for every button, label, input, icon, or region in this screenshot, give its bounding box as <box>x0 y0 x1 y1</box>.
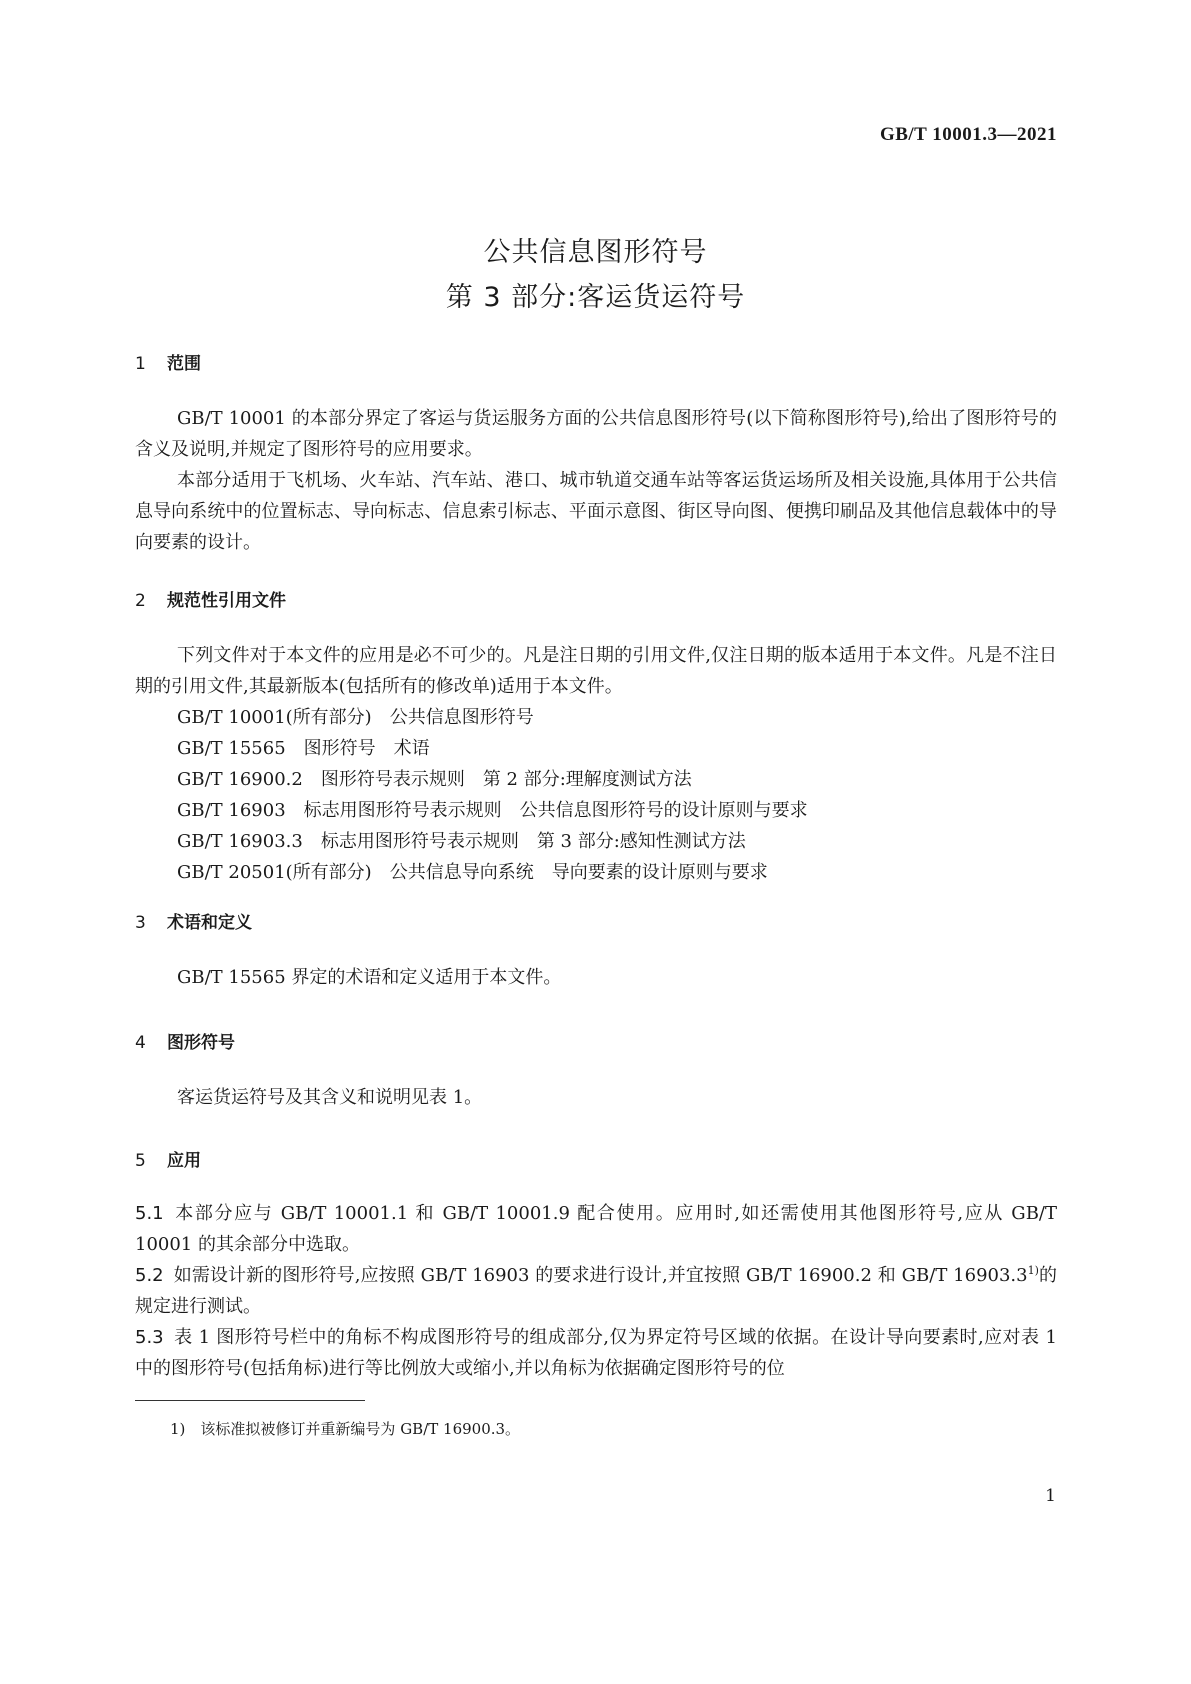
reference-item: GB/T 16900.2 图形符号表示规则 第 2 部分:理解度测试方法 <box>177 769 692 790</box>
section-5-heading <box>135 1146 201 1171</box>
scope-paragraph-2: 本部分适用于飞机场、火车站、汽车站、港口、城市轨道交通车站等客运货运场所及相关设施,具体用于公共信息导向系统中的位置标志、导向标志、信息索引标志、平面示意图、街区导向图、便携印刷品及其他信息载体中的导向要素的设计。 <box>135 470 1057 553</box>
section-2-heading <box>135 586 286 611</box>
footnote-separator <box>135 1400 365 1401</box>
footnote-text: 该标准拟被修订并重新编号为 GB/T 16900.3。 <box>200 1420 521 1438</box>
clause-text-continued: 的规定进行测试。 <box>135 1265 1058 1317</box>
scope-paragraph-1: GB/T 10001 的本部分界定了客运与货运服务方面的公共信息图形符号(以下简称图形符号),给出了图形符号的含义及说明,并规定了图形符号的应用要求。 <box>135 408 1057 460</box>
section-number: 3 <box>135 913 146 933</box>
document-title-line1: 公共信息图形符号 <box>483 237 708 268</box>
terms-paragraph: GB/T 15565 界定的术语和定义适用于本文件。 <box>177 967 562 988</box>
section-number: 5 <box>135 1151 146 1171</box>
section-number: 1 <box>135 354 146 374</box>
section-4-heading <box>135 1028 235 1053</box>
footnote-reference: 1) <box>1027 1264 1039 1277</box>
section-title: 规范性引用文件 <box>167 591 286 611</box>
standard-number: GB/T 10001.3—2021 <box>879 124 1057 145</box>
footnote <box>170 1418 520 1439</box>
section-title: 范围 <box>167 354 201 374</box>
reference-item: GB/T 15565 图形符号 术语 <box>177 738 430 759</box>
clause-text: 表 1 图形符号栏中的角标不构成图形符号的组成部分,仅为界定符号区域的依据。在设计导向要素时,应对表 1 中的图形符号(包括角标)进行等比例放大或缩小,并以角标为依据确定图形符号的位 <box>135 1327 1057 1379</box>
clause-number: 5.3 <box>135 1327 164 1348</box>
section-3-heading <box>135 908 252 933</box>
section-title: 图形符号 <box>167 1033 235 1053</box>
section-number: 2 <box>135 591 146 611</box>
clause-number: 5.2 <box>135 1265 164 1286</box>
clause-5-1 <box>135 1198 1057 1260</box>
document-title-line2: 第 3 部分:客运货运符号 <box>445 282 746 313</box>
reference-item: GB/T 16903 标志用图形符号表示规则 公共信息图形符号的设计原则与要求 <box>177 800 808 821</box>
clause-text: 本部分应与 GB/T 10001.1 和 GB/T 10001.9 配合使用。应用时,如还需使用其他图形符号,应从 GB/T 10001 的其余部分中选取。 <box>135 1203 1057 1255</box>
section-title: 术语和定义 <box>167 913 252 933</box>
clause-number: 5.1 <box>135 1203 164 1224</box>
normative-references-intro: 下列文件对于本文件的应用是必不可少的。凡是注日期的引用文件,仅注日期的版本适用于本文件。凡是不注日期的引用文件,其最新版本(包括所有的修改单)适用于本文件。 <box>135 645 1057 697</box>
clause-5-3 <box>135 1322 1057 1384</box>
reference-item: GB/T 10001(所有部分) 公共信息图形符号 <box>177 707 534 728</box>
section-title: 应用 <box>167 1151 201 1171</box>
page-number: 1 <box>1045 1486 1056 1506</box>
section-number: 4 <box>135 1033 146 1053</box>
clause-text: 如需设计新的图形符号,应按照 GB/T 16903 的要求进行设计,并宜按照 GB/T 16900.2 和 GB/T 16903.3 <box>173 1265 1028 1286</box>
clause-5-2 <box>135 1260 1057 1322</box>
reference-item: GB/T 16903.3 标志用图形符号表示规则 第 3 部分:感知性测试方法 <box>177 831 746 852</box>
footnote-marker: 1) <box>170 1420 186 1438</box>
reference-item: GB/T 20501(所有部分) 公共信息导向系统 导向要素的设计原则与要求 <box>177 862 768 883</box>
symbols-paragraph: 客运货运符号及其含义和说明见表 1。 <box>177 1087 483 1108</box>
section-1-heading <box>135 349 201 374</box>
